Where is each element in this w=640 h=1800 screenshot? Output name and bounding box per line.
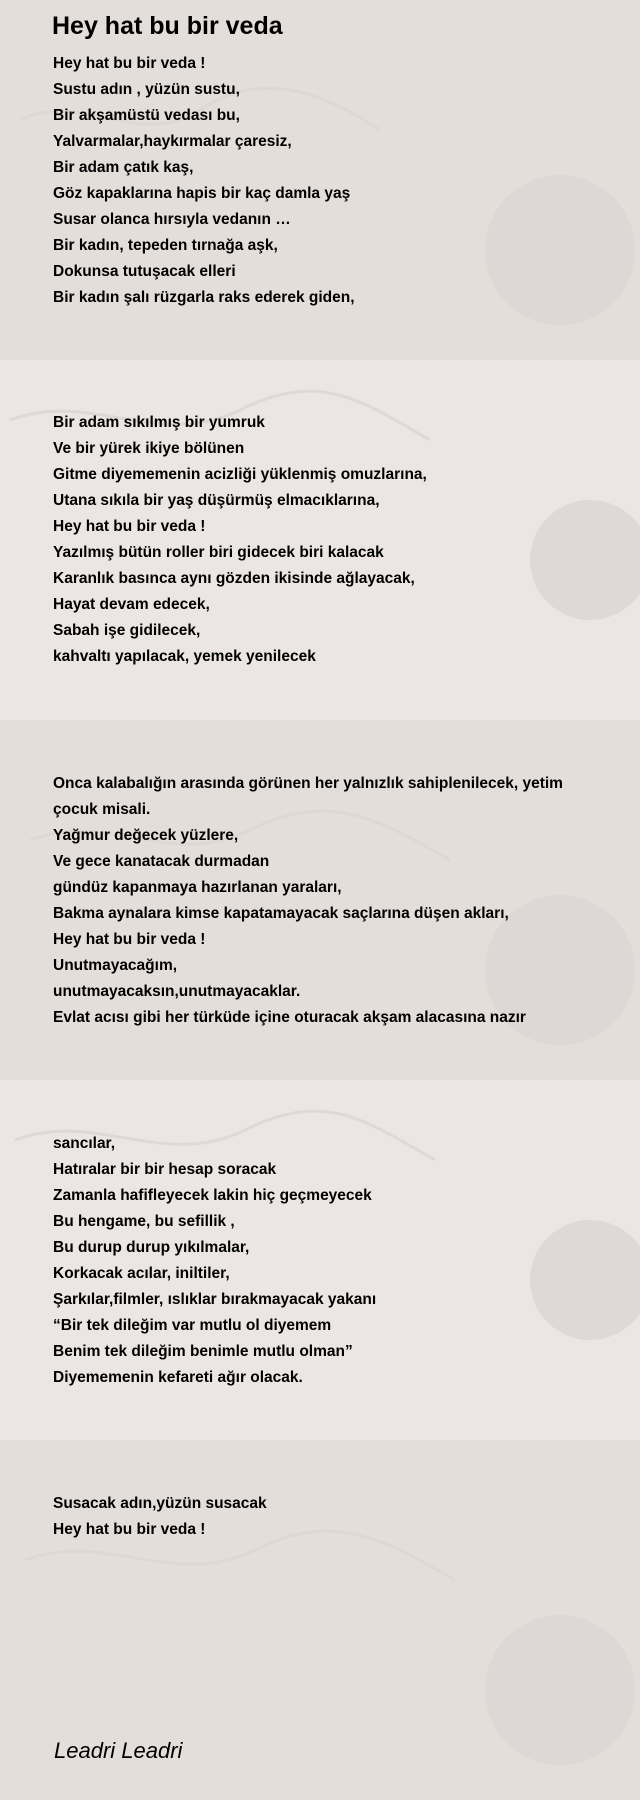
poem-line: sancılar, — [53, 1135, 116, 1152]
poem-line: Hey hat bu bir veda ! — [53, 55, 206, 72]
poem-line: Dokunsa tutuşacak elleri — [53, 263, 236, 280]
poem-line: Göz kapaklarına hapis bir kaç damla yaş — [53, 185, 351, 202]
poem-line: Yazılmış bütün roller biri gidecek biri kalacak — [53, 544, 384, 561]
stanza-1 — [53, 51, 593, 311]
stanza-4 — [53, 1131, 593, 1391]
poem-line: Hayat devam edecek, — [53, 596, 210, 613]
poem-line: Gitme diyememenin acizliği yüklenmiş omuzlarına, — [53, 466, 427, 483]
poem-line: Bir adam çatık kaş, — [53, 159, 194, 176]
poem-line: Karanlık basınca aynı gözden ikisinde ağlayacak, — [53, 570, 415, 587]
stanza-2 — [53, 410, 593, 670]
poem-line: Bir akşamüstü vedası bu, — [53, 107, 240, 124]
poem-line: Bir kadın, tepeden tırnağa aşk, — [53, 237, 278, 254]
poem-line: Şarkılar,filmler, ıslıklar bırakmayacak yakanı — [53, 1291, 377, 1308]
poem-line: Hatıralar bir bir hesap soracak — [53, 1161, 277, 1178]
poem-line: Unutmayacağım, — [53, 957, 178, 974]
stanza-5 — [53, 1491, 593, 1543]
poem-line: Bir kadın şalı rüzgarla raks ederek giden, — [53, 289, 355, 306]
poem-line: Hey hat bu bir veda ! — [53, 1521, 206, 1538]
poem-line: Sabah işe gidilecek, — [53, 622, 201, 639]
poem-line: “Bir tek dileğim var mutlu ol diyemem — [53, 1317, 332, 1334]
poem-line: Susacak adın,yüzün susacak — [53, 1495, 267, 1512]
poem-line: Bu hengame, bu sefillik , — [53, 1213, 235, 1230]
poem-line: Onca kalabalığın arasında görünen her yalnızlık sahiplenilecek, yetim çocuk misali. — [53, 775, 563, 818]
poem-line: Diyememenin kefareti ağır olacak. — [53, 1369, 303, 1386]
poem-line: Benim tek dileğim benimle mutlu olman” — [53, 1343, 353, 1360]
poem-line: Bir adam sıkılmış bir yumruk — [53, 414, 265, 431]
poem-line: Yağmur değecek yüzlere, — [53, 827, 239, 844]
poem-line: Ve gece kanatacak durmadan — [53, 853, 270, 870]
poem-line: Hey hat bu bir veda ! — [53, 931, 206, 948]
stanza-3 — [53, 771, 593, 1031]
poem-line: Sustu adın , yüzün sustu, — [53, 81, 240, 98]
poem-line: kahvaltı yapılacak, yemek yenilecek — [53, 648, 316, 665]
poem-line: Evlat acısı gibi her türküde içine oturacak akşam alacasına nazır — [53, 1009, 526, 1026]
poem-line: unutmayacaksın,unutmayacaklar. — [53, 983, 301, 1000]
poem-line: Ve bir yürek ikiye bölünen — [53, 440, 245, 457]
poem-line: Bakma aynalara kimse kapatamayacak saçlarına düşen akları, — [53, 905, 509, 922]
poem-line: Zamanla hafifleyecek lakin hiç geçmeyecek — [53, 1187, 372, 1204]
poem-line: gündüz kapanmaya hazırlanan yaraları, — [53, 879, 342, 896]
poem-line: Utana sıkıla bir yaş düşürmüş elmacıklarına, — [53, 492, 380, 509]
poem-line: Bu durup durup yıkılmalar, — [53, 1239, 250, 1256]
poem-line: Korkacak acılar, iniltiler, — [53, 1265, 230, 1282]
poem-line: Susar olanca hırsıyla vedanın … — [53, 211, 291, 228]
poem-line: Yalvarmalar,haykırmalar çaresiz, — [53, 133, 292, 150]
poem-title: Hey hat bu bir veda — [52, 12, 283, 40]
poem-author: Leadri Leadri — [54, 1738, 183, 1763]
poem-line: Hey hat bu bir veda ! — [53, 518, 206, 535]
